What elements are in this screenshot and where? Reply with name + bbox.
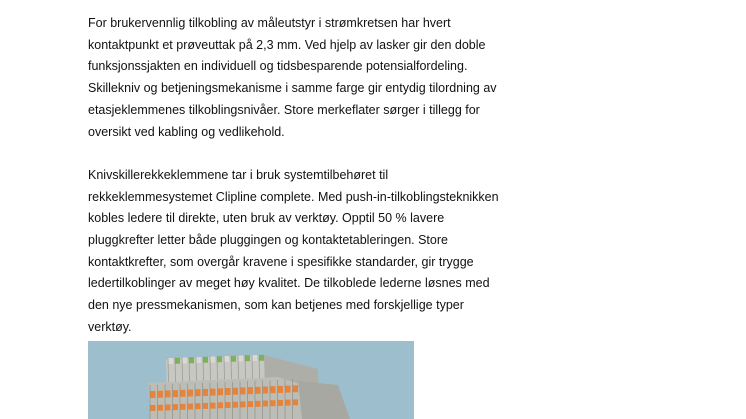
terminal-slice-orange xyxy=(233,388,239,395)
terminal-slice-top xyxy=(259,355,264,361)
text-line: kobles ledere til direkte, uten bruk av verktøy. Opptil 50 % lavere xyxy=(88,211,445,226)
terminal-slice-orange xyxy=(225,402,231,408)
terminal-slice-orange xyxy=(278,400,284,406)
terminal-slice-top xyxy=(224,356,229,362)
terminal-slice-top xyxy=(182,358,187,364)
text-line: pluggkrefter letter både pluggingen og kontaktetableringen. Store xyxy=(88,233,448,248)
terminal-slice-orange xyxy=(210,389,216,396)
terminal-slice-orange xyxy=(255,401,261,407)
terminal-slice-orange xyxy=(210,403,216,409)
terminal-slice-orange xyxy=(293,399,299,405)
terminal-slice-top xyxy=(168,358,173,364)
terminal-slice-orange xyxy=(203,389,209,396)
text-line: For brukervennlig tilkobling av måleutstyr i strømkretsen har hvert xyxy=(88,16,451,30)
terminal-slice-top xyxy=(245,355,250,361)
terminal-slice-orange xyxy=(180,390,186,397)
terminal-slice-orange xyxy=(225,388,231,395)
terminal-slice-orange xyxy=(173,390,179,397)
terminal-slice-orange xyxy=(218,388,224,395)
terminal-slice-orange xyxy=(270,386,276,393)
terminal-blocks-illustration xyxy=(88,341,414,419)
terminal-slice-orange xyxy=(195,403,201,409)
text-line: ledertilkoblinger av meget høy kvalitet. De tilkoblede lederne løsnes med xyxy=(88,276,490,291)
terminal-slice-orange xyxy=(240,401,246,407)
terminal-slice-orange xyxy=(248,387,254,394)
terminal-slice-orange xyxy=(270,400,276,406)
text-line: oversikt ved kabling og vedlikehold. xyxy=(88,124,285,139)
terminal-slice-orange xyxy=(165,390,171,397)
terminal-slice-orange xyxy=(255,387,261,394)
text-line: kontaktkrefter, som overgår kravene i spesifikke standarder, gir trygge xyxy=(88,254,474,269)
terminal-slice-top xyxy=(175,358,180,364)
terminal-slice-top xyxy=(252,355,257,361)
terminal-slice-orange xyxy=(158,405,164,411)
terminal-slice-orange xyxy=(195,389,201,396)
terminal-slice-top xyxy=(203,357,208,363)
text-line: rekkeklemmesystemet Clipline complete. Med push-in-tilkoblingsteknikken xyxy=(88,189,499,204)
text-line: funksjonssjakten en individuell og tidsbesparende potensialfordeling. xyxy=(88,59,468,74)
text-line: kontaktpunkt et prøveuttak på 2,3 mm. Ved hjelp av lasker gir den doble xyxy=(88,37,486,52)
terminal-slice-orange xyxy=(278,386,284,393)
terminal-slice-orange xyxy=(248,401,254,407)
terminal-slice-orange xyxy=(263,387,269,394)
text-line: den nye pressmekanismen, som kan betjenes med forskjellige typer xyxy=(88,298,464,313)
terminal-slice-orange xyxy=(293,385,299,392)
terminal-slice-orange xyxy=(150,391,156,398)
text-line: verktøy. xyxy=(88,319,132,334)
paragraph-2 xyxy=(88,165,508,339)
terminal-slice-top xyxy=(210,357,215,363)
terminal-slice-orange xyxy=(165,404,171,410)
terminal-slice-top xyxy=(196,357,201,363)
text-line: Skillekniv og betjeningsmekanisme i samme farge gir entydig tilordning av xyxy=(88,81,497,96)
terminal-slice-top xyxy=(238,356,243,362)
text-line: Knivskillerekkeklemmene tar i bruk systemtilbehøret til xyxy=(88,167,389,182)
product-photo xyxy=(88,341,414,419)
terminal-slice-orange xyxy=(285,400,291,406)
terminal-slice-orange xyxy=(150,405,156,411)
terminal-slice-orange xyxy=(180,404,186,410)
terminal-slice-orange xyxy=(188,390,194,397)
paragraph-spacer xyxy=(88,143,508,165)
terminal-slice-orange xyxy=(173,404,179,410)
terminal-slice-orange xyxy=(285,386,291,393)
terminal-slice-orange xyxy=(188,404,194,410)
terminal-slice-orange xyxy=(218,402,224,408)
text-line: etasjeklemmenes tilkoblingsnivåer. Store merkeflater sørger i tillegg for xyxy=(88,102,480,117)
terminal-slice-orange xyxy=(158,391,164,398)
terminal-slice-orange xyxy=(263,401,269,407)
terminal-slice-orange xyxy=(240,387,246,394)
terminal-slice-top xyxy=(217,356,222,362)
terminal-slice-top xyxy=(231,356,236,362)
terminal-slice-top xyxy=(189,357,194,363)
paragraph-1 xyxy=(88,13,508,143)
terminal-slice-orange xyxy=(203,403,209,409)
article-body xyxy=(88,13,508,339)
terminal-slice-orange xyxy=(233,402,239,408)
